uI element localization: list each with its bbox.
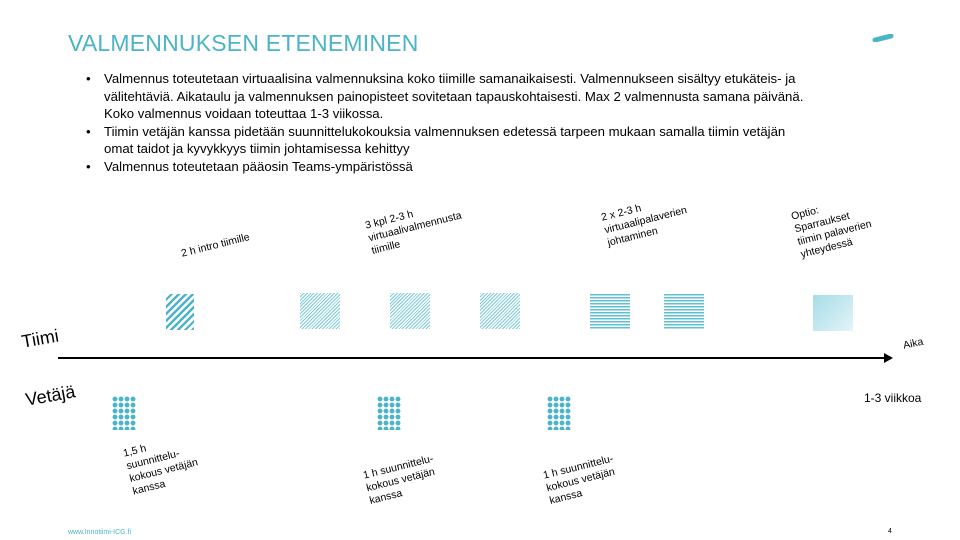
bullet-item: • Valmennus toteutetaan pääosin Teams-ympäristössä [86, 158, 806, 176]
session-block-meeting-2 [664, 294, 704, 330]
session-block-meeting-1 [590, 294, 630, 330]
bullet-list [86, 70, 806, 176]
team-label-virtual-coaching: 3 kpl 2-3 h virtuaalivalmennusta tiimille [364, 208, 463, 257]
session-block-virtual-3 [480, 293, 520, 329]
team-label-intro: 2 h intro tiimille [180, 231, 251, 260]
session-block-virtual-1 [300, 293, 340, 329]
team-label-option: Optio: Sparraukset tiimin palaverien yhteydessä [790, 204, 873, 261]
leader-label-2: 1 h suunnittelu- kokous vetäjän kanssa [362, 452, 437, 507]
leader-block-3 [547, 396, 571, 430]
timeline-axis [58, 357, 888, 359]
axis-label-time: Aika [902, 335, 925, 352]
bullet-item: • Valmennus toteutetaan virtuaalisina valmennuksina koko tiimille samanaikaisesti. Valmennukseen sisältyy etukäteis- ja välitehtäviä. Aikataulu ja valmennuksen painopisteet sovitetaan tapauskohtaisesti. Max 2 valmennusta samana päivänä. Koko valmennus voidaan toteuttaa 1-3 viikossa. [86, 70, 806, 123]
team-label-meetings: 2 x 2-3 h virtuaalipalaverien johtaminen [600, 202, 689, 249]
session-block-virtual-2 [390, 293, 430, 329]
row-label-team: Tiimi [20, 325, 61, 352]
session-block-intro [166, 294, 194, 330]
leader-block-2 [377, 396, 401, 430]
bullet-item: • Tiimin vetäjän kanssa pidetään suunnittelukokouksia valmennuksen edetessä tarpeen mukaan samalla tiimin vetäjän omat taidot ja kyvykkyys tiimin johtamisessa kehittyy [86, 123, 806, 158]
row-label-leader: Vetäjä [24, 381, 77, 410]
footer-url: www.Innotiimi-ICG.fi [68, 529, 132, 536]
teal-slash-icon [872, 34, 894, 42]
leader-label-1: 1,5 h suunnittelu- kokous vetäjän kanssa [122, 442, 200, 498]
leader-label-3: 1 h suunnittelu- kokous vetäjän kanssa [542, 452, 617, 507]
leader-block-1 [112, 396, 136, 430]
session-block-option [813, 295, 853, 331]
page-number: 4 [888, 528, 892, 535]
arrow-right-icon [884, 353, 893, 363]
duration-label: 1-3 viikkoa [864, 391, 922, 405]
slide-title: VALMENNUKSEN ETENEMINEN [68, 30, 419, 56]
